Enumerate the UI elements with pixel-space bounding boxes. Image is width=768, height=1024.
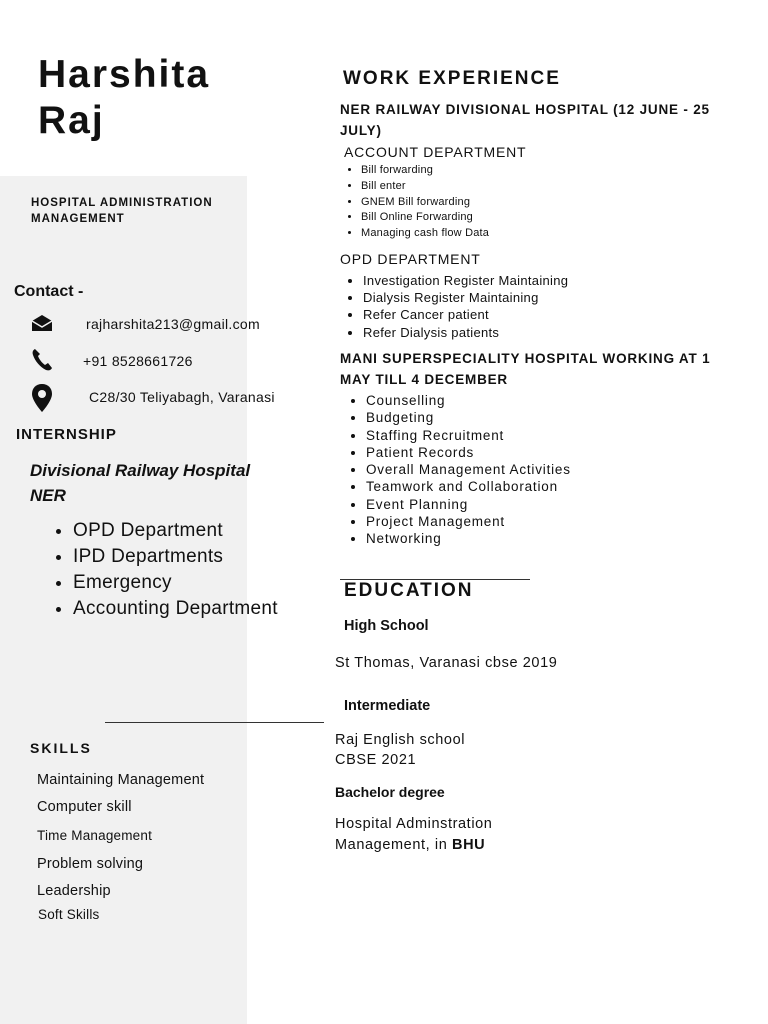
divider [105,722,324,723]
list-item: • Bill forwarding [361,163,489,179]
list-item: • Networking [366,530,571,547]
work-experience-heading: WORK EXPERIENCE [343,68,561,89]
skill-item: Computer skill [37,799,132,815]
candidate-name [38,52,210,144]
bachelor-label: Bachelor degree [335,784,445,800]
list-item: • Patient Records [366,444,571,461]
list-item: • GNEM Bill forwarding [361,195,489,211]
name-line-2: Raj [38,99,105,142]
phone-text: +91 8528661726 [83,353,193,369]
account-department-heading: ACCOUNT DEPARTMENT [344,144,527,160]
skill-item: Soft Skills [38,907,100,922]
list-item: • Refer Dialysis patients [363,324,568,341]
education-heading: EDUCATION [344,580,474,601]
internship-heading: INTERNSHIP [16,426,117,443]
list-item: • Bill Online Forwarding [361,210,489,226]
email-text: rajharshita213@gmail.com [86,316,260,332]
skill-item: Maintaining Management [37,772,205,788]
bachelor-institution [335,836,485,855]
name-line-1: Harshita [38,53,211,96]
opd-department-list [340,272,568,341]
list-item: • Overall Management Activities [366,461,571,478]
list-item: • Teamwork and Collaboration [366,478,571,495]
opd-department-heading: OPD DEPARTMENT [340,251,481,267]
list-item: • Event Planning [366,496,571,513]
address-text: C28/30 Teliyabagh, Varanasi [89,389,275,405]
skills-heading: SKILLS [30,740,92,756]
list-item: • Bill enter [361,179,489,195]
envelope-icon [30,311,54,337]
list-item: • Counselling [366,392,571,409]
intermediate-label: Intermediate [344,698,431,714]
list-item: • Managing cash flow Data [361,226,489,242]
bachelor-course: Hospital Adminstration [335,816,493,832]
account-department-list [341,163,489,242]
job-title: HOSPITAL ADMINISTRATION MANAGEMENT [31,197,213,225]
internship-organization: Divisional Railway Hospital NER [30,461,251,505]
list-item: • Refer Cancer patient [363,306,568,323]
intermediate-school: Raj English school [335,732,466,748]
bachelor-university: BHU [452,837,486,853]
list-item: • Accounting Department [73,596,278,622]
skill-item: Time Management [37,828,153,843]
contact-heading: Contact - [14,283,84,300]
list-item: • Dialysis Register Maintaining [363,289,568,306]
work-org-1: NER RAILWAY DIVISIONAL HOSPITAL (12 JUNE - 25 JULY) [340,102,710,138]
list-item: • Staffing Recruitment [366,427,571,444]
skill-item: Problem solving [37,856,144,872]
location-pin-icon [30,383,54,409]
intermediate-board: CBSE 2021 [335,752,417,768]
list-item: • IPD Departments [73,544,278,570]
work-org-2-list [341,392,571,548]
list-item: • Investigation Register Maintaining [363,272,568,289]
internship-list [50,518,278,622]
high-school-label: High School [344,618,429,634]
list-item: • Emergency [73,570,278,596]
skill-item: Leadership [37,883,111,899]
list-item: • OPD Department [73,518,278,544]
list-item: • Budgeting [366,409,571,426]
phone-icon [30,347,54,373]
list-item: • Project Management [366,513,571,530]
bachelor-institution-prefix: Management, in [335,837,453,853]
work-org-2: MANI SUPERSPECIALITY HOSPITAL WORKING AT 1 MAY TILL 4 DECEMBER [340,351,711,387]
high-school-detail: St Thomas, Varanasi cbse 2019 [335,655,558,671]
